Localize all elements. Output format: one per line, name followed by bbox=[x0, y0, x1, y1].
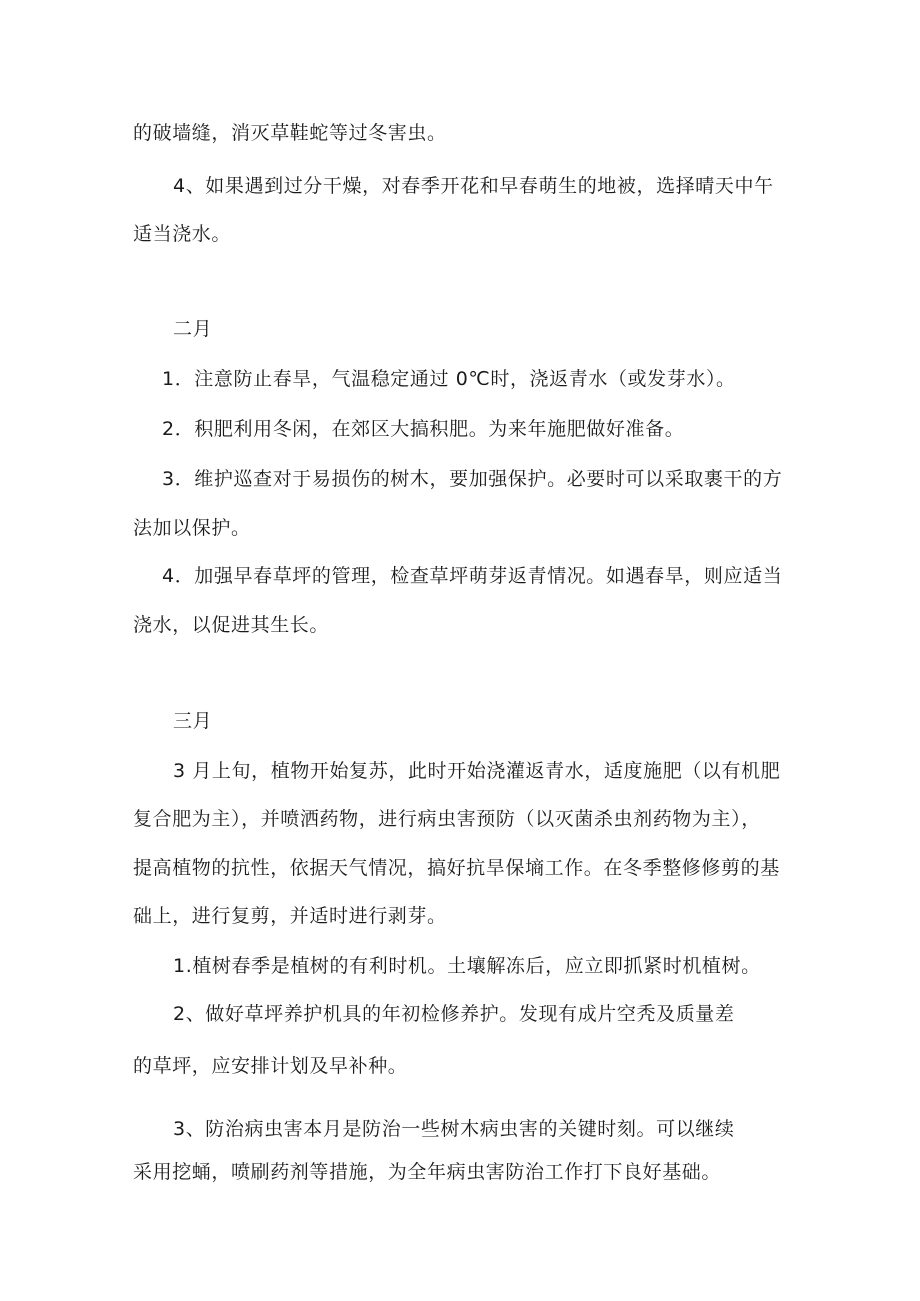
text-line: 3．维护巡查对于易损伤的树木，要加强保护。必要时可以采取裹干的方 bbox=[162, 468, 783, 490]
text-line: 4．加强早春草坪的管理，检查草坪萌芽返青情况。如遇春旱，则应适当 bbox=[162, 565, 783, 587]
text-line: 采用挖蛹，喷刷药剂等措施，为全年病虫害防治工作打下良好基础。 bbox=[133, 1161, 722, 1183]
text-line: 3 月上旬，植物开始复苏，此时开始浇灌返青水，适度施肥（以有机肥 bbox=[173, 760, 781, 782]
text-line: 1．注意防止春旱，气温稳定通过 0℃时，浇返青水（或发芽水）。 bbox=[162, 368, 736, 390]
text-line: 的破墙缝，消灭草鞋蛇等过冬害虫。 bbox=[133, 122, 447, 144]
section-heading-february: 二月 bbox=[173, 318, 213, 340]
text-line: 的草坪，应安排计划及早补种。 bbox=[133, 1055, 408, 1077]
text-line: 2．积肥利用冬闲，在郊区大搞积肥。为来年施肥做好准备。 bbox=[162, 418, 685, 440]
text-line: 法加以保护。 bbox=[133, 517, 251, 539]
section-heading-march: 三月 bbox=[173, 710, 213, 732]
text-line: 1.植树春季是植树的有利时机。土壤解冻后，应立即抓紧时机植树。 bbox=[173, 955, 761, 977]
text-line: 3、防治病虫害本月是防治一些树木病虫害的关键时刻。可以继续 bbox=[173, 1118, 735, 1140]
text-line: 复合肥为主），并喷洒药物，进行病虫害预防（以灭菌杀虫剂药物为主）， bbox=[133, 808, 761, 830]
text-line: 提高植物的抗性，依据天气情况，搞好抗旱保墒工作。在冬季整修修剪的基 bbox=[133, 857, 780, 879]
text-line: 4、如果遇到过分干燥，对春季开花和早春萌生的地被，选择晴天中午 bbox=[173, 175, 774, 197]
text-line: 础上，进行复剪，并适时进行剥芽。 bbox=[133, 905, 447, 927]
text-line: 适当浇水。 bbox=[133, 223, 232, 245]
text-line: 2、做好草坪养护机具的年初检修养护。发现有成片空秃及质量差 bbox=[173, 1003, 735, 1025]
text-line: 浇水，以促进其生长。 bbox=[133, 614, 330, 636]
